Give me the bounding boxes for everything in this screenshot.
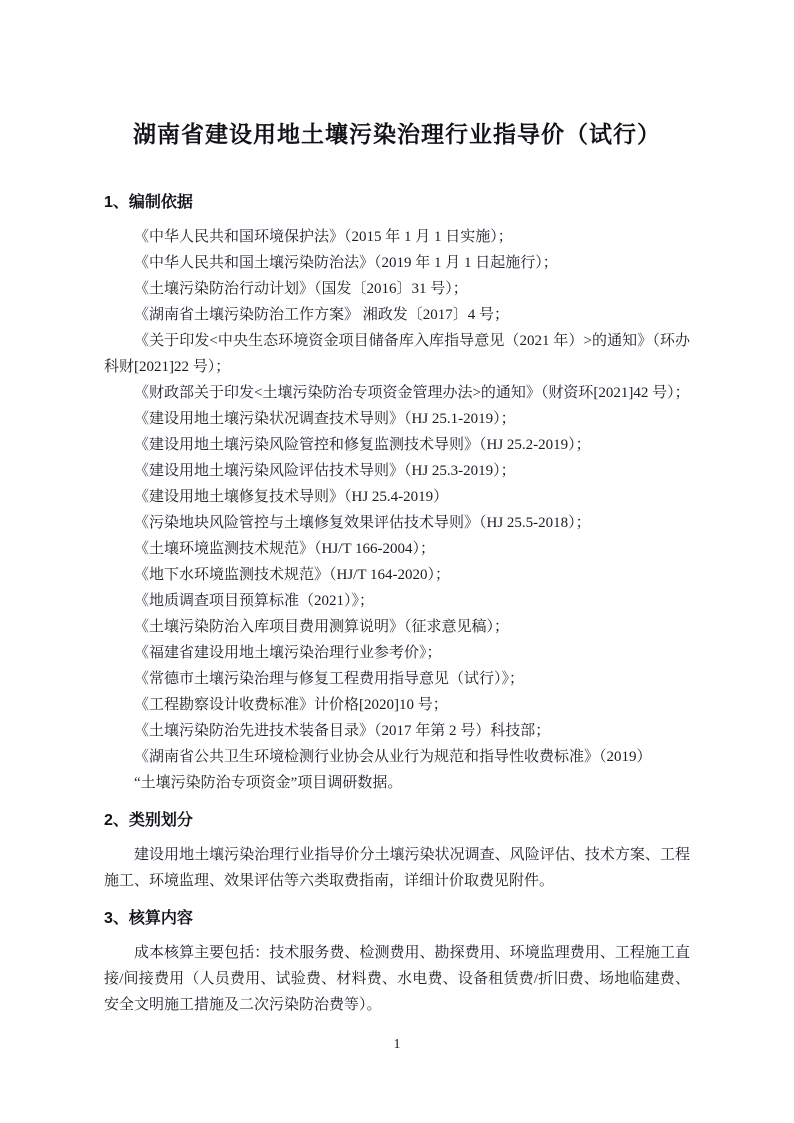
reference-item: 《污染地块风险管控与土壤修复效果评估技术导则》（HJ 25.5-2018）； <box>134 515 591 531</box>
reference-item: 《土壤环境监测技术规范》（HJ/T 166-2004）； <box>134 541 435 557</box>
reference-item: 《财政部关于印发<土壤污染防治专项资金管理办法>的通知》（财资环[2021]42 号）； <box>134 385 690 401</box>
document-title: 湖南省建设用地土壤污染治理行业指导价（试行） <box>133 122 661 147</box>
reference-item: 《土壤污染防治入库项目费用测算说明》（征求意见稿）； <box>134 619 510 635</box>
reference-item: 《关于印发<中央生态环境资金项目储备库入库指导意见（2021 年）>的通知》（环办科财[2021]22 号）； <box>104 333 690 375</box>
reference-item: 《建设用地土壤污染风险评估技术导则》（HJ 25.3-2019）； <box>134 463 516 479</box>
reference-item: 《常德市土壤污染治理与修复工程费用指导意见（试行）》； <box>134 671 525 687</box>
reference-item: 《湖南省公共卫生环境检测行业协会从业行为规范和指导性收费标准》（2019） <box>134 749 652 765</box>
reference-item: 《土壤污染防治先进技术装备目录》（2017 年第 2 号）科技部； <box>134 723 551 739</box>
page-number: 1 <box>393 1037 401 1052</box>
reference-item: 《福建省建设用地土壤污染治理行业参考价》； <box>134 645 442 661</box>
reference-item: 《中华人民共和国环境保护法》（2015 年 1 月 1 日实施）； <box>134 229 513 245</box>
reference-item: “土壤污染防治专项资金”项目调研数据。 <box>134 775 403 791</box>
category-division-paragraph: 建设用地土壤污染治理行业指导价分土壤污染状况调查、风险评估、技术方案、工程施工、环境监理、效果评估等六类取费指南，详细计价取费见附件。 <box>104 847 690 889</box>
reference-item: 《地下水环境监测技术规范》（HJ/T 164-2020）； <box>134 567 450 583</box>
section-heading-category-division: 2、类别划分 <box>104 812 193 829</box>
reference-item: 《中华人民共和国土壤污染防治法》（2019 年 1 月 1 日起施行）； <box>134 255 558 271</box>
reference-item: 《地质调查项目预算标准（2021）》； <box>134 593 375 609</box>
reference-list <box>104 224 690 796</box>
section-heading-accounting-content: 3、核算内容 <box>104 910 193 927</box>
section-heading-compilation-basis: 1、编制依据 <box>104 194 193 211</box>
reference-item: 《建设用地土壤污染风险管控和修复监测技术导则》（HJ 25.2-2019）； <box>134 437 591 453</box>
reference-item: 《湖南省土壤污染防治工作方案》 湘政发〔2017〕4 号； <box>134 307 510 323</box>
reference-item: 《土壤污染防治行动计划》（国发〔2016〕31 号）； <box>134 281 468 297</box>
accounting-content-paragraph: 成本核算主要包括：技术服务费、检测费用、勘探费用、环境监理费用、工程施工直接/间接费用（人员费用、试验费、材料费、水电费、设备租赁费/折旧费、场地临建费、安全文明施工措施及二次污染防治费等）。 <box>104 945 690 1013</box>
reference-item: 《建设用地土壤污染状况调查技术导则》（HJ 25.1-2019）； <box>134 411 516 427</box>
document-content <box>104 0 690 1018</box>
reference-item: 《建设用地土壤修复技术导则》（HJ 25.4-2019） <box>134 489 449 505</box>
reference-item: 《工程勘察设计收费标准》计价格[2020]10 号； <box>134 697 448 713</box>
